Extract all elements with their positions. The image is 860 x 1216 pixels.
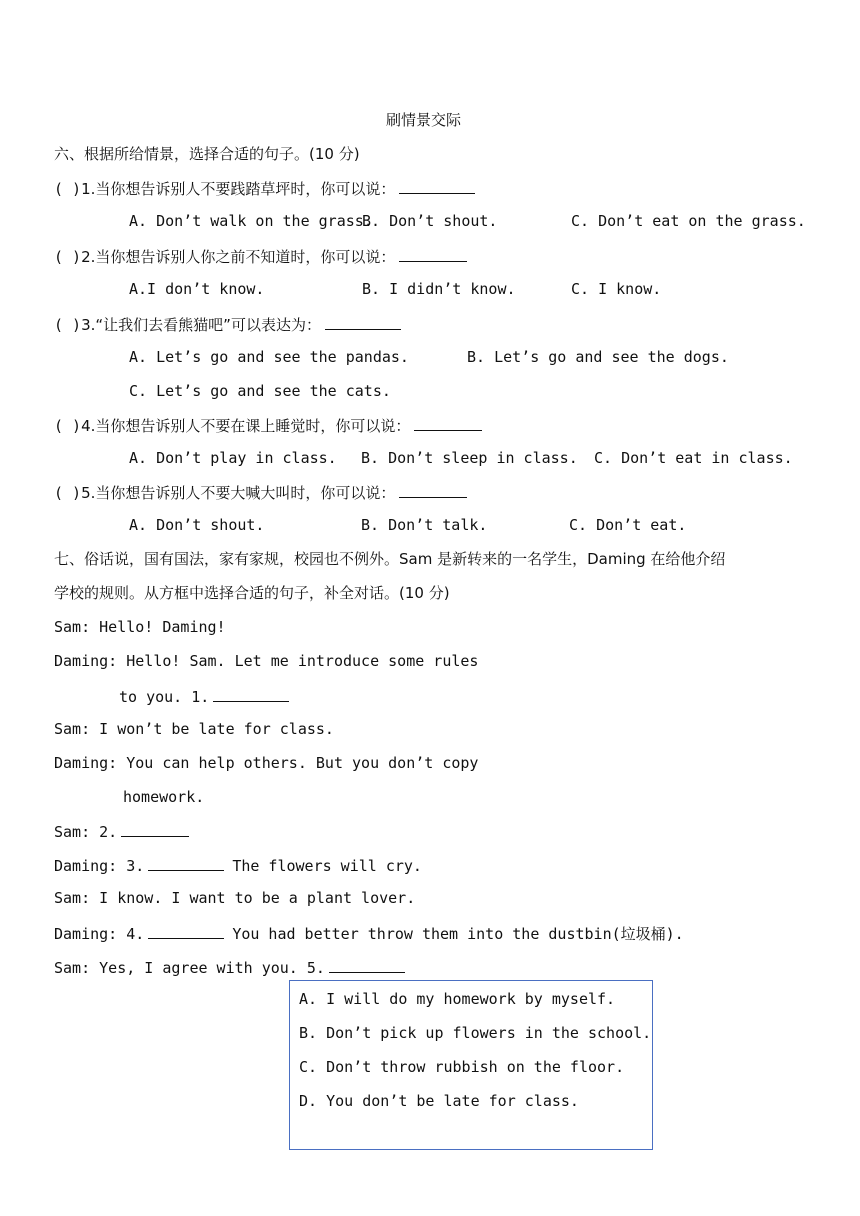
- option-1b: B. Don’t shout.: [362, 212, 498, 230]
- option-2b: B. I didn’t know.: [362, 280, 516, 298]
- dialogue-line-5: Daming: You can help others. But you don’t copy: [54, 754, 479, 772]
- answer-paren: ( ): [54, 484, 82, 502]
- question-stem: 3.“让我们去看熊猫吧”可以表达为：: [81, 316, 321, 334]
- dialogue-blank-1: [213, 685, 289, 702]
- question-2: [54, 245, 467, 267]
- answer-paren: ( ): [54, 180, 82, 198]
- answer-paren: ( ): [54, 417, 82, 435]
- question-3: [54, 313, 401, 335]
- question-stem: 4.当你想告诉别人不要在课上睡觉时，你可以说：: [81, 417, 411, 435]
- dialogue-line-9: Sam: I know. I want to be a plant lover.: [54, 889, 416, 907]
- answer-blank: [399, 245, 467, 262]
- dialogue-text: Daming: 3.: [54, 857, 145, 875]
- section-7-heading-line-1: 七、俗话说，国有国法，家有家规，校园也不例外。Sam 是新转来的一名学生，Daming 在给他介绍: [54, 550, 726, 568]
- box-option-a: A. I will do my homework by myself.: [299, 990, 616, 1008]
- answer-blank: [399, 481, 467, 498]
- answer-paren: ( ): [54, 316, 82, 334]
- section-7-heading-line-2: 学校的规则。从方框中选择合适的句子，补全对话。(10 分): [54, 584, 450, 602]
- answer-blank: [325, 313, 401, 330]
- option-3a: A. Let’s go and see the pandas.: [129, 348, 409, 366]
- option-1c: C. Don’t eat on the grass.: [571, 212, 806, 230]
- box-option-c: C. Don’t throw rubbish on the floor.: [299, 1058, 625, 1076]
- option-2a: A.I don’t know.: [129, 280, 265, 298]
- box-option-b: B. Don’t pick up flowers in the school.: [299, 1024, 652, 1042]
- answer-paren: ( ): [54, 248, 82, 266]
- dialogue-text: to you. 1.: [119, 688, 210, 706]
- options-box: [289, 980, 653, 1150]
- dialogue-line-8: [54, 854, 422, 876]
- dialogue-blank-3: [148, 854, 224, 871]
- section-6-heading: 六、根据所给情景，选择合适的句子。(10 分): [54, 145, 360, 163]
- dialogue-blank-4: [148, 922, 224, 939]
- dialogue-line-3: [119, 685, 289, 707]
- option-1a: A. Don’t walk on the grass.: [129, 212, 373, 230]
- option-4a: A. Don’t play in class.: [129, 449, 337, 467]
- option-4b: B. Don’t sleep in class.: [361, 449, 578, 467]
- box-option-d: D. You don’t be late for class.: [299, 1092, 579, 1110]
- question-stem: 2.当你想告诉别人你之前不知道时，你可以说：: [81, 248, 396, 266]
- dialogue-blank-2: [121, 820, 189, 837]
- dialogue-line-4: Sam: I won’t be late for class.: [54, 720, 334, 738]
- dialogue-line-6: homework.: [123, 788, 205, 806]
- question-stem: 1.当你想告诉别人不要践踏草坪时，你可以说：: [81, 180, 396, 198]
- dialogue-line-2: Daming: Hello! Sam. Let me introduce some rules: [54, 652, 479, 670]
- option-5c: C. Don’t eat.: [569, 516, 687, 534]
- page-title: 刷情景交际: [386, 111, 462, 129]
- question-stem: 5.当你想告诉别人不要大喊大叫时，你可以说：: [81, 484, 396, 502]
- option-3c: C. Let’s go and see the cats.: [129, 382, 391, 400]
- dialogue-line-11: [54, 956, 405, 978]
- option-4c: C. Don’t eat in class.: [594, 449, 793, 467]
- question-4: [54, 414, 482, 436]
- option-5a: A. Don’t shout.: [129, 516, 265, 534]
- dialogue-text: You had better throw them into the dustbin(垃圾桶).: [232, 925, 684, 943]
- dialogue-blank-5: [329, 956, 405, 973]
- dialogue-text: Sam: Yes, I agree with you. 5.: [54, 959, 325, 977]
- option-3b: B. Let’s go and see the dogs.: [467, 348, 729, 366]
- dialogue-line-7: [54, 820, 189, 842]
- option-2c: C. I know.: [571, 280, 662, 298]
- answer-blank: [399, 177, 475, 194]
- dialogue-line-10: [54, 922, 684, 944]
- dialogue-text: Sam: 2.: [54, 823, 118, 841]
- option-5b: B. Don’t talk.: [361, 516, 488, 534]
- dialogue-line-1: Sam: Hello! Daming!: [54, 618, 226, 636]
- dialogue-text: The flowers will cry.: [232, 857, 422, 875]
- dialogue-text: Daming: 4.: [54, 925, 145, 943]
- question-5: [54, 481, 467, 503]
- question-1: [54, 177, 475, 199]
- answer-blank: [414, 414, 482, 431]
